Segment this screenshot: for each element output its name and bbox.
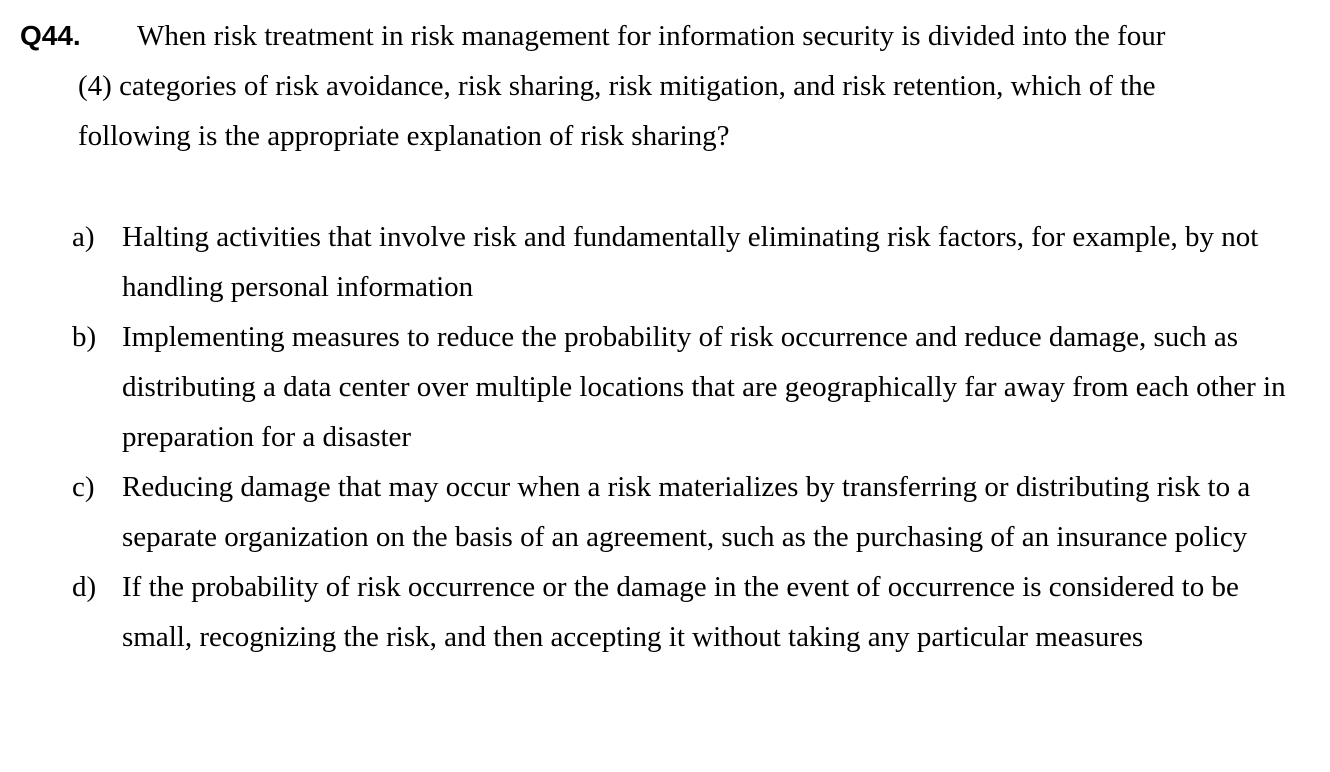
- question-line-1: [20, 14, 1315, 64]
- question-text-line: When risk treatment in risk management for information security is divided into the four: [137, 20, 1166, 52]
- option-b: [72, 312, 1307, 462]
- question-line-3: [20, 114, 1315, 164]
- option-letter: b): [72, 321, 97, 353]
- option-d: [72, 562, 1307, 662]
- answer-options: [72, 212, 1312, 662]
- option-letter: c): [72, 471, 95, 503]
- option-a: [72, 212, 1307, 312]
- option-text: Reducing damage that may occur when a risk materializes by transferring or distributing risk to a separate organization on the basis of an agreement, such as the purchasing of an insurance policy: [122, 471, 1251, 553]
- option-text: Implementing measures to reduce the probability of risk occurrence and reduce damage, such as distributing a data center over multiple locations that are geographically far away from each other in preparation for a disaster: [122, 321, 1286, 453]
- option-text: If the probability of risk occurrence or the damage in the event of occurrence is considered to be small, recognizing the risk, and then accepting it without taking any particular measures: [122, 571, 1239, 653]
- option-letter: d): [72, 571, 97, 603]
- question-text-line: (4) categories of risk avoidance, risk sharing, risk mitigation, and risk retention, which of the: [78, 70, 1156, 102]
- question-line-2: [20, 64, 1315, 114]
- option-c: [72, 462, 1307, 562]
- option-text: Halting activities that involve risk and fundamentally eliminating risk factors, for example, by not handling personal information: [122, 221, 1259, 303]
- question-number: Q44.: [20, 20, 81, 51]
- option-letter: a): [72, 221, 95, 253]
- question-text-line: following is the appropriate explanation of risk sharing?: [78, 120, 730, 152]
- question-block: [20, 14, 1315, 164]
